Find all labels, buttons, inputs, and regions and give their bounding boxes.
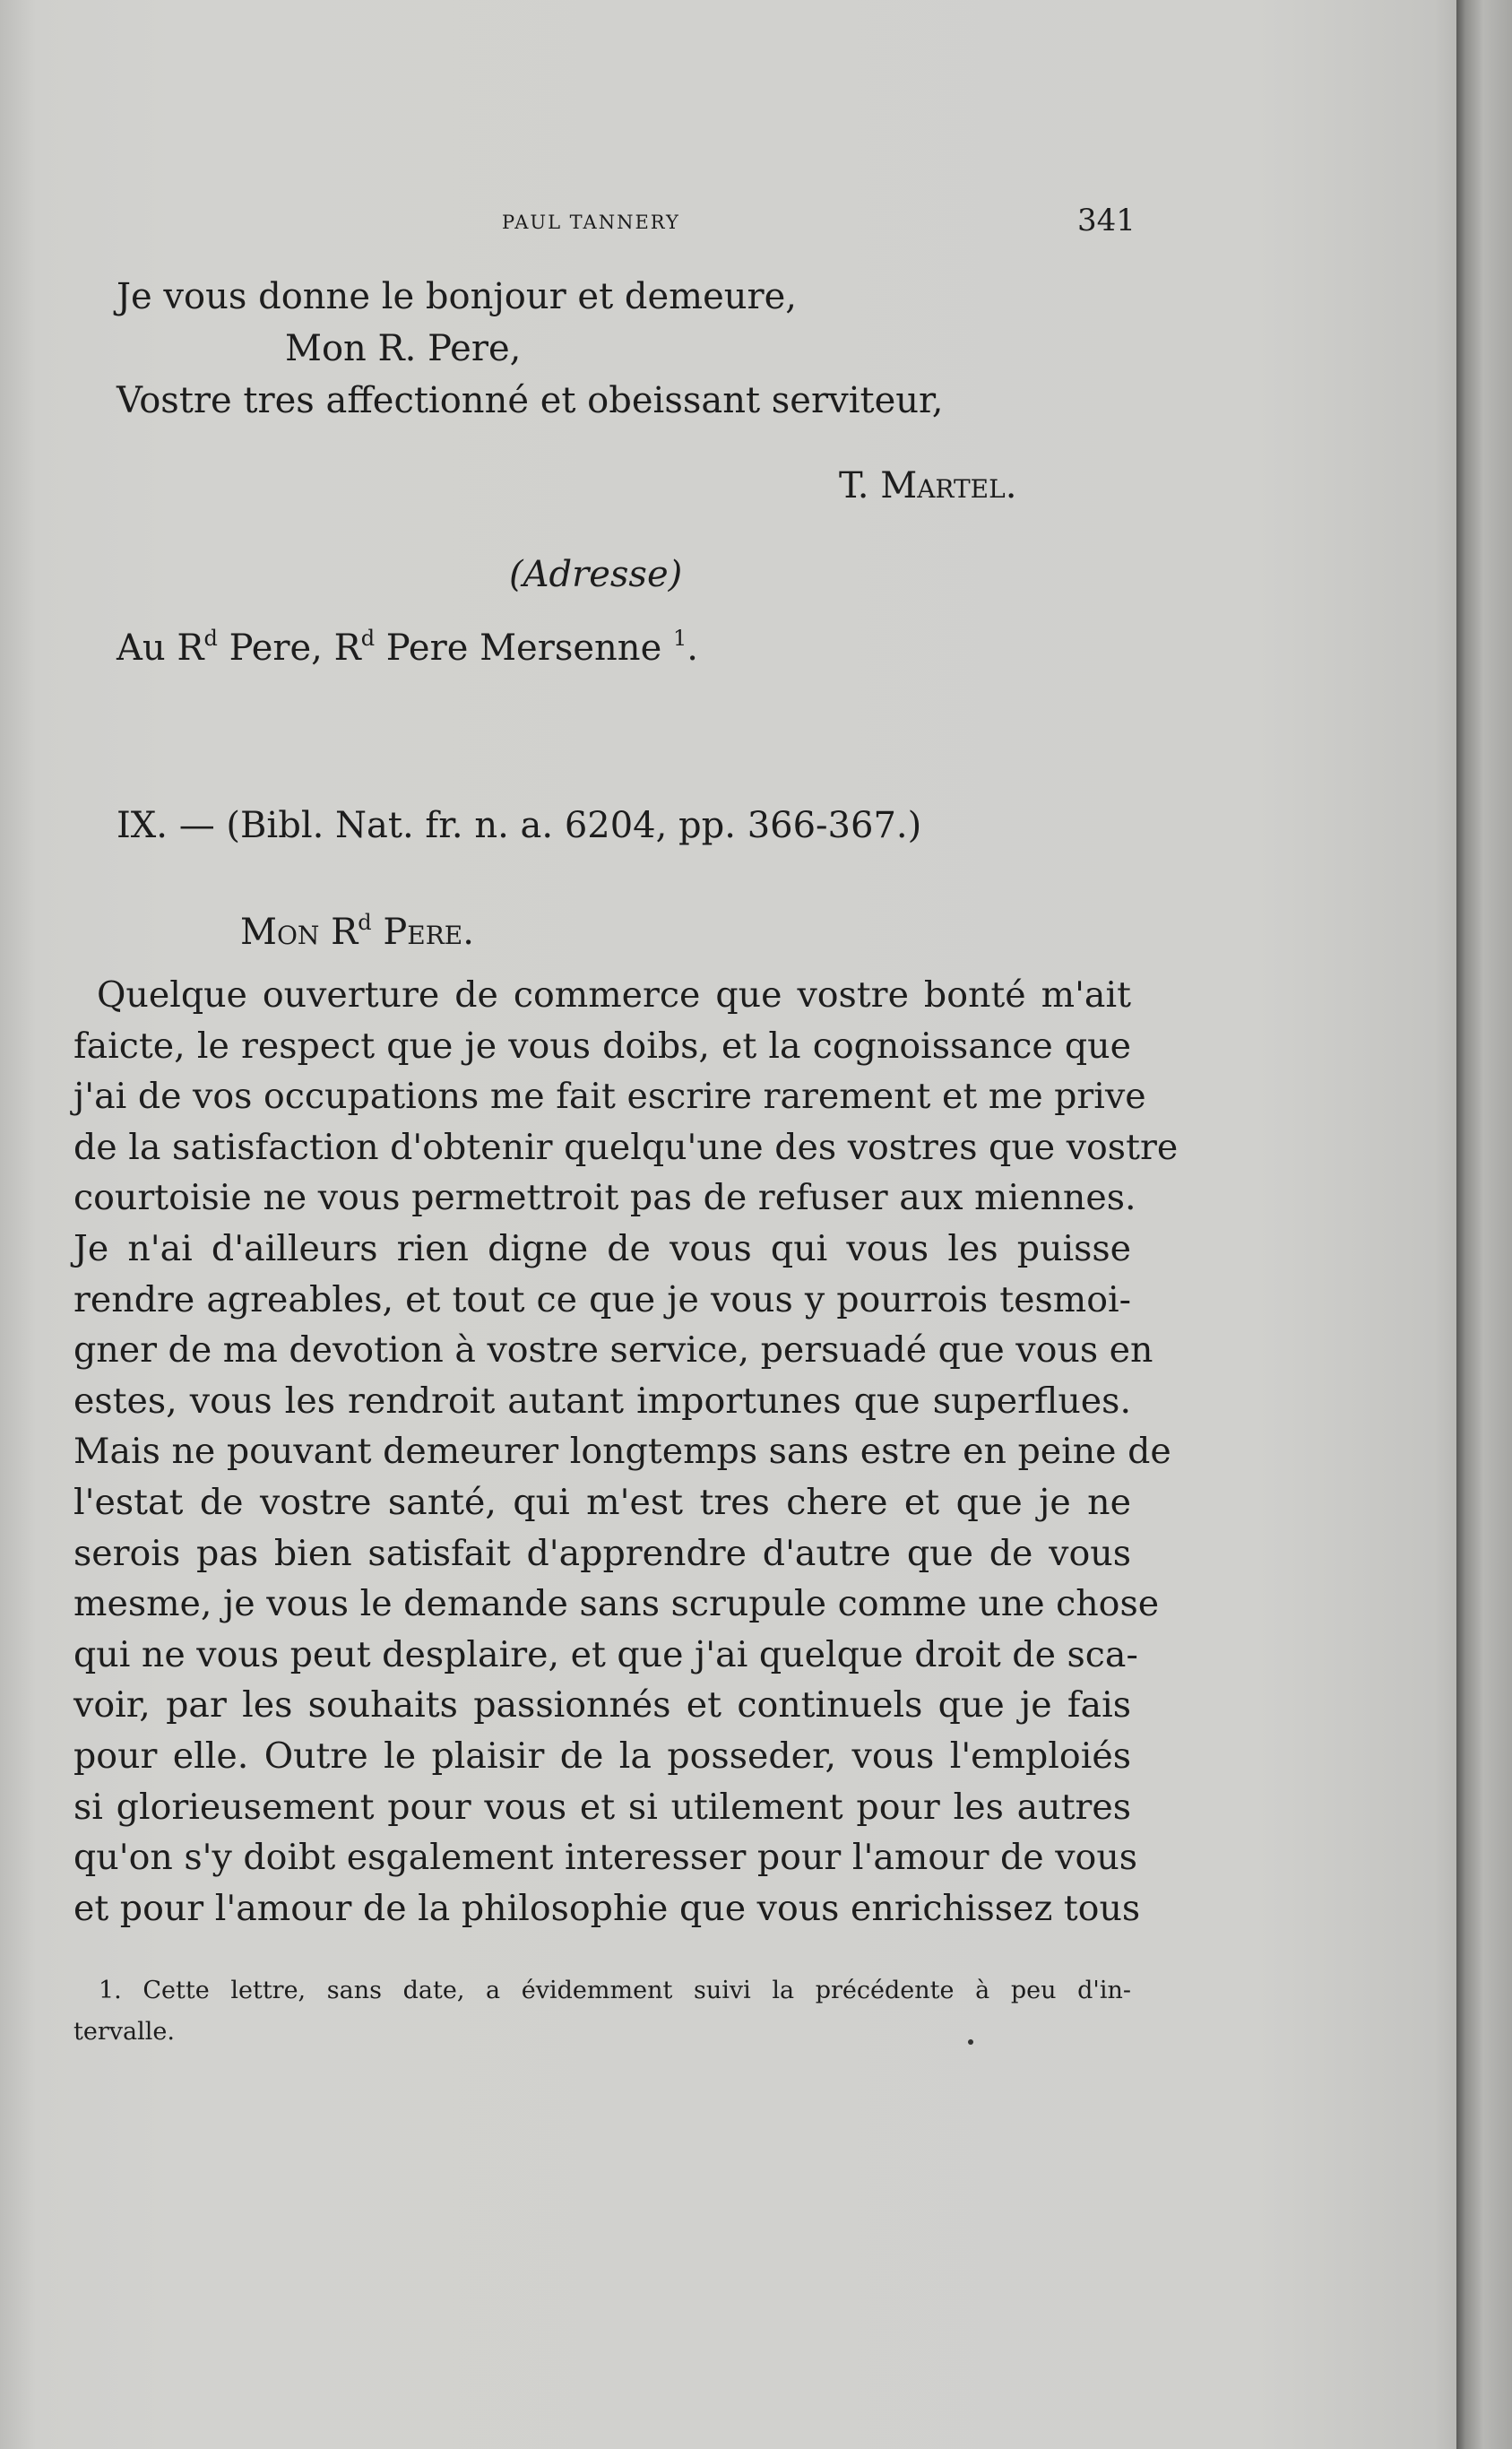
salutation-sup: d	[358, 910, 372, 935]
running-head-title: PAUL TANNERY	[502, 212, 680, 233]
body-line: mesme, je vous le demande sans scrupule comme une chose	[73, 1583, 1160, 1625]
page-number: 341	[1077, 203, 1136, 238]
page-edge	[1456, 0, 1512, 2449]
address-suffix: Pere Mersenne	[375, 627, 673, 669]
footnote-line-2: tervalle.	[73, 2018, 175, 2046]
address-end: .	[687, 627, 698, 669]
body-line: l'estat de vostre santé, qui m'est tres chere et que je ne	[73, 1481, 1131, 1523]
salutation-part-2: Pere.	[371, 912, 474, 953]
body-line: rendre agreables, et tout ce que je vous y pourrois tesmoi-	[73, 1278, 1131, 1320]
body-line: de la satisfaction d'obtenir quelqu'une des vostres que vostre	[73, 1126, 1179, 1168]
body-line: pour elle. Outre le plaisir de la posseder, vous l'emploiés	[73, 1735, 1131, 1777]
footnote-ref: 1	[672, 626, 687, 651]
body-line: qu'on s'y doibt esgalement interesser pour l'amour de vous	[73, 1837, 1138, 1879]
body-line: estes, vous les rendroit autant importunes que superflues.	[73, 1380, 1131, 1422]
closing-line-2: Mon R. Pere,	[285, 328, 522, 369]
address-sup-1: d	[203, 626, 218, 651]
body-line: qui ne vous peut desplaire, et que j'ai quelque droit de sca-	[73, 1633, 1138, 1675]
address-prefix: Au R	[117, 627, 204, 669]
signature: T. Martel.	[839, 465, 1017, 506]
body-line: Quelque ouverture de commerce que vostre bonté m'ait	[97, 974, 1131, 1016]
body-line: courtoisie ne vous permettroit pas de refuser aux miennes.	[73, 1177, 1136, 1219]
body-line: Mais ne pouvant demeurer longtemps sans estre en peine de	[73, 1431, 1171, 1473]
body-line: serois pas bien satisfait d'apprendre d'autre que de vous	[73, 1532, 1131, 1574]
address-line	[117, 617, 698, 670]
body-line: j'ai de vos occupations me fait escrire rarement et me prive	[73, 1076, 1146, 1118]
body-line: voir, par les souhaits passionnés et continuels que je fais	[73, 1684, 1131, 1726]
ink-speck	[968, 2039, 973, 2045]
body-line: faicte, le respect que je vous doibs, et la cognoissance que	[73, 1025, 1131, 1067]
body-line: Je n'ai d'ailleurs rien digne de vous qui vous les puisse	[73, 1227, 1131, 1269]
address-sup-2: d	[360, 626, 376, 651]
salutation	[240, 901, 474, 954]
address-middle: Pere, R	[217, 627, 361, 669]
salutation-part-1: Mon R	[240, 912, 359, 953]
body-line: si glorieusement pour vous et si utilement pour les autres	[73, 1786, 1131, 1828]
closing-line-1: Je vous donne le bonjour et demeure,	[117, 276, 798, 317]
address-heading: (Adresse)	[509, 554, 683, 595]
footnote-line-1: 1. Cette lettre, sans date, a évidemment suivi la précédente à peu d'in-	[99, 1977, 1131, 2004]
body-line: et pour l'amour de la philosophie que vous enrichissez tous	[73, 1887, 1141, 1929]
running-head	[502, 203, 1136, 244]
body-line: gner de ma devotion à vostre service, persuadé que vous en	[73, 1329, 1153, 1372]
section-heading: IX. — (Bibl. Nat. fr. n. a. 6204, pp. 366-367.)	[117, 805, 922, 846]
letter-body	[73, 970, 1179, 1934]
closing-line-3: Vostre tres affectionné et obeissant serviteur,	[117, 380, 944, 421]
